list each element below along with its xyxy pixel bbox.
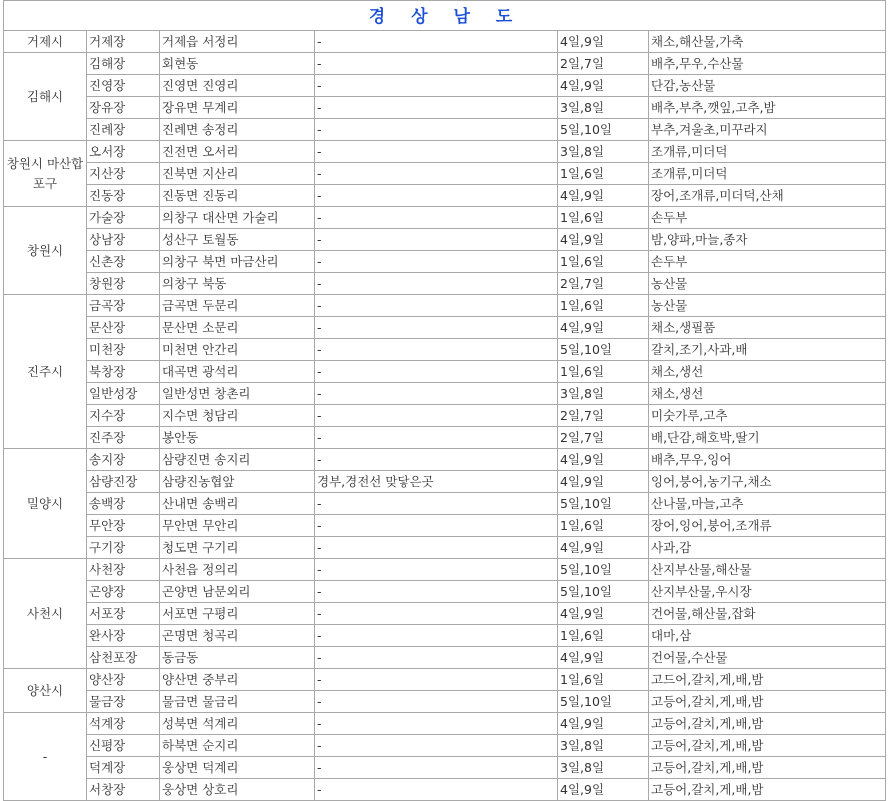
market-note-cell: - — [315, 405, 558, 427]
table-row — [4, 779, 886, 801]
market-items-cell: 장어,잉어,붕어,조개류 — [649, 515, 886, 537]
market-items-cell: 고등어,갈치,게,배,밤 — [649, 735, 886, 757]
market-name-cell: 지수장 — [87, 405, 160, 427]
market-note-cell: - — [315, 317, 558, 339]
market-days-cell: 4일,9일 — [558, 31, 649, 53]
market-items-cell: 산지부산물,해산물 — [649, 559, 886, 581]
region-cell: 사천시 — [4, 559, 87, 669]
region-cell: - — [4, 713, 87, 801]
market-note-cell: - — [315, 559, 558, 581]
market-note-cell: - — [315, 647, 558, 669]
market-address-cell: 곤양면 남문외리 — [160, 581, 315, 603]
market-name-cell: 진영장 — [87, 75, 160, 97]
market-name-cell: 석계장 — [87, 713, 160, 735]
market-days-cell: 3일,8일 — [558, 757, 649, 779]
market-note-cell: - — [315, 273, 558, 295]
market-days-cell: 2일,7일 — [558, 53, 649, 75]
market-address-cell: 사천읍 정의리 — [160, 559, 315, 581]
market-days-cell: 4일,9일 — [558, 75, 649, 97]
market-days-cell: 1일,6일 — [558, 295, 649, 317]
market-address-cell: 봉안동 — [160, 427, 315, 449]
table-row — [4, 427, 886, 449]
market-items-cell: 농산물 — [649, 295, 886, 317]
table-row — [4, 537, 886, 559]
market-name-cell: 물금장 — [87, 691, 160, 713]
market-address-cell: 곤명면 청곡리 — [160, 625, 315, 647]
market-items-cell: 고등어,갈치,게,배,밤 — [649, 757, 886, 779]
market-note-cell: - — [315, 361, 558, 383]
market-days-cell: 3일,8일 — [558, 735, 649, 757]
market-days-cell: 2일,7일 — [558, 427, 649, 449]
market-items-cell: 배추,부추,깻잎,고추,밤 — [649, 97, 886, 119]
table-row — [4, 647, 886, 669]
market-name-cell: 곤양장 — [87, 581, 160, 603]
market-items-cell: 조개류,미더덕 — [649, 163, 886, 185]
table-row — [4, 713, 886, 735]
market-days-cell: 5일,10일 — [558, 119, 649, 141]
market-address-cell: 웅상면 덕계리 — [160, 757, 315, 779]
market-items-cell: 건어물,해산물,잡화 — [649, 603, 886, 625]
market-note-cell: - — [315, 779, 558, 801]
market-address-cell: 산내면 송백리 — [160, 493, 315, 515]
market-items-cell: 채소,생선 — [649, 361, 886, 383]
market-note-cell: - — [315, 339, 558, 361]
market-address-cell: 청도면 구기리 — [160, 537, 315, 559]
market-name-cell: 상남장 — [87, 229, 160, 251]
market-days-cell: 5일,10일 — [558, 691, 649, 713]
table-row — [4, 317, 886, 339]
table-row — [4, 141, 886, 163]
market-note-cell: - — [315, 251, 558, 273]
market-address-cell: 성산구 토월동 — [160, 229, 315, 251]
market-name-cell: 삼천포장 — [87, 647, 160, 669]
market-items-cell: 갈치,조기,사과,배 — [649, 339, 886, 361]
market-address-cell: 문산면 소문리 — [160, 317, 315, 339]
market-name-cell: 양산장 — [87, 669, 160, 691]
market-name-cell: 진동장 — [87, 185, 160, 207]
market-address-cell: 하북면 순지리 — [160, 735, 315, 757]
market-items-cell: 조개류,미더덕 — [649, 141, 886, 163]
table-row — [4, 251, 886, 273]
market-items-cell: 건어물,수산물 — [649, 647, 886, 669]
market-items-cell: 밤,양파,마늘,종자 — [649, 229, 886, 251]
market-items-cell: 고등어,갈치,게,배,밤 — [649, 691, 886, 713]
market-name-cell: 완사장 — [87, 625, 160, 647]
market-days-cell: 2일,7일 — [558, 405, 649, 427]
market-note-cell: - — [315, 141, 558, 163]
table-row — [4, 75, 886, 97]
table-row — [4, 97, 886, 119]
market-note-cell: - — [315, 427, 558, 449]
market-note-cell: - — [315, 53, 558, 75]
market-address-cell: 진전면 오서리 — [160, 141, 315, 163]
table-row — [4, 207, 886, 229]
market-address-cell: 의창구 북동 — [160, 273, 315, 295]
market-days-cell: 1일,6일 — [558, 625, 649, 647]
market-address-cell: 장유면 무계리 — [160, 97, 315, 119]
market-items-cell: 부추,겨울초,미꾸라지 — [649, 119, 886, 141]
market-name-cell: 무안장 — [87, 515, 160, 537]
market-name-cell: 신평장 — [87, 735, 160, 757]
market-name-cell: 거제장 — [87, 31, 160, 53]
region-cell: 창원시 — [4, 207, 87, 295]
market-items-cell: 농산물 — [649, 273, 886, 295]
market-items-cell: 손두부 — [649, 251, 886, 273]
market-address-cell: 금곡면 두문리 — [160, 295, 315, 317]
market-name-cell: 미천장 — [87, 339, 160, 361]
table-row — [4, 361, 886, 383]
market-name-cell: 장유장 — [87, 97, 160, 119]
market-address-cell: 일반성면 창촌리 — [160, 383, 315, 405]
market-address-cell: 미천면 안간리 — [160, 339, 315, 361]
market-days-cell: 1일,6일 — [558, 669, 649, 691]
market-note-cell: 경부,경전선 맞닿은곳 — [315, 471, 558, 493]
market-table — [3, 0, 886, 801]
market-address-cell: 의창구 북면 마금산리 — [160, 251, 315, 273]
market-address-cell: 지수면 청담리 — [160, 405, 315, 427]
market-days-cell: 5일,10일 — [558, 581, 649, 603]
market-items-cell: 산나물,마늘,고추 — [649, 493, 886, 515]
market-days-cell: 4일,9일 — [558, 471, 649, 493]
market-items-cell: 대마,삼 — [649, 625, 886, 647]
market-address-cell: 성북면 석계리 — [160, 713, 315, 735]
region-cell: 밀양시 — [4, 449, 87, 559]
market-address-cell: 대곡면 광석리 — [160, 361, 315, 383]
market-items-cell: 배,단감,해호박,딸기 — [649, 427, 886, 449]
market-name-cell: 덕계장 — [87, 757, 160, 779]
market-days-cell: 3일,8일 — [558, 97, 649, 119]
region-cell: 창원시 마산합포구 — [4, 141, 87, 207]
market-note-cell: - — [315, 515, 558, 537]
market-note-cell: - — [315, 691, 558, 713]
table-row — [4, 119, 886, 141]
market-name-cell: 문산장 — [87, 317, 160, 339]
market-days-cell: 4일,9일 — [558, 779, 649, 801]
market-name-cell: 신촌장 — [87, 251, 160, 273]
table-row — [4, 405, 886, 427]
market-items-cell: 사과,감 — [649, 537, 886, 559]
market-address-cell: 거제읍 서정리 — [160, 31, 315, 53]
market-items-cell: 배추,무우,잉어 — [649, 449, 886, 471]
market-name-cell: 진례장 — [87, 119, 160, 141]
market-note-cell: - — [315, 75, 558, 97]
market-name-cell: 북창장 — [87, 361, 160, 383]
market-note-cell: - — [315, 537, 558, 559]
table-row — [4, 581, 886, 603]
market-days-cell: 1일,6일 — [558, 207, 649, 229]
market-items-cell: 고등어,갈치,게,배,밤 — [649, 779, 886, 801]
table-row — [4, 185, 886, 207]
market-address-cell: 서포면 구평리 — [160, 603, 315, 625]
table-row — [4, 515, 886, 537]
market-name-cell: 서포장 — [87, 603, 160, 625]
market-address-cell: 진례면 송정리 — [160, 119, 315, 141]
market-name-cell: 사천장 — [87, 559, 160, 581]
market-note-cell: - — [315, 625, 558, 647]
market-name-cell: 지산장 — [87, 163, 160, 185]
market-note-cell: - — [315, 295, 558, 317]
table-row — [4, 735, 886, 757]
market-note-cell: - — [315, 757, 558, 779]
market-note-cell: - — [315, 713, 558, 735]
table-row — [4, 163, 886, 185]
market-note-cell: - — [315, 581, 558, 603]
market-items-cell: 채소,해산물,가축 — [649, 31, 886, 53]
market-address-cell: 동금동 — [160, 647, 315, 669]
table-row — [4, 603, 886, 625]
table-row — [4, 559, 886, 581]
market-name-cell: 삼량진장 — [87, 471, 160, 493]
market-name-cell: 송백장 — [87, 493, 160, 515]
market-address-cell: 삼량진농협앞 — [160, 471, 315, 493]
market-name-cell: 진주장 — [87, 427, 160, 449]
market-address-cell: 웅상면 상호리 — [160, 779, 315, 801]
market-days-cell: 5일,10일 — [558, 493, 649, 515]
market-days-cell: 1일,6일 — [558, 163, 649, 185]
market-name-cell: 금곡장 — [87, 295, 160, 317]
market-note-cell: - — [315, 603, 558, 625]
market-items-cell: 채소,생필품 — [649, 317, 886, 339]
market-items-cell: 잉어,붕어,농기구,채소 — [649, 471, 886, 493]
region-cell: 양산시 — [4, 669, 87, 713]
table-row — [4, 229, 886, 251]
market-note-cell: - — [315, 229, 558, 251]
market-days-cell: 3일,8일 — [558, 383, 649, 405]
market-items-cell: 손두부 — [649, 207, 886, 229]
market-address-cell: 의창구 대산면 가술리 — [160, 207, 315, 229]
market-name-cell: 서창장 — [87, 779, 160, 801]
market-days-cell: 4일,9일 — [558, 603, 649, 625]
table-row — [4, 669, 886, 691]
region-cell: 김해시 — [4, 53, 87, 141]
market-days-cell: 5일,10일 — [558, 559, 649, 581]
market-note-cell: - — [315, 493, 558, 515]
market-days-cell: 2일,7일 — [558, 273, 649, 295]
table-row — [4, 273, 886, 295]
market-note-cell: - — [315, 449, 558, 471]
market-name-cell: 송지장 — [87, 449, 160, 471]
table-row — [4, 339, 886, 361]
market-note-cell: - — [315, 735, 558, 757]
table-row — [4, 757, 886, 779]
market-note-cell: - — [315, 383, 558, 405]
market-address-cell: 물금면 물금리 — [160, 691, 315, 713]
market-days-cell: 4일,9일 — [558, 185, 649, 207]
market-address-cell: 진북면 지산리 — [160, 163, 315, 185]
province-header-row — [4, 1, 886, 31]
market-name-cell: 창원장 — [87, 273, 160, 295]
table-row — [4, 31, 886, 53]
table-row — [4, 53, 886, 75]
market-days-cell: 5일,10일 — [558, 339, 649, 361]
market-days-cell: 4일,9일 — [558, 449, 649, 471]
market-note-cell: - — [315, 31, 558, 53]
table-row — [4, 625, 886, 647]
market-address-cell: 회현동 — [160, 53, 315, 75]
market-note-cell: - — [315, 119, 558, 141]
market-address-cell: 삼량진면 송지리 — [160, 449, 315, 471]
market-items-cell: 배추,무우,수산물 — [649, 53, 886, 75]
market-name-cell: 구기장 — [87, 537, 160, 559]
market-name-cell: 가술장 — [87, 207, 160, 229]
market-days-cell: 1일,6일 — [558, 361, 649, 383]
market-days-cell: 4일,9일 — [558, 647, 649, 669]
market-address-cell: 무안면 무안리 — [160, 515, 315, 537]
market-days-cell: 4일,9일 — [558, 713, 649, 735]
market-name-cell: 오서장 — [87, 141, 160, 163]
table-row — [4, 295, 886, 317]
market-days-cell: 4일,9일 — [558, 317, 649, 339]
table-row — [4, 493, 886, 515]
market-address-cell: 양산면 중부리 — [160, 669, 315, 691]
market-days-cell: 1일,6일 — [558, 515, 649, 537]
market-address-cell: 진영면 진영리 — [160, 75, 315, 97]
region-cell: 진주시 — [4, 295, 87, 449]
market-note-cell: - — [315, 207, 558, 229]
market-days-cell: 1일,6일 — [558, 251, 649, 273]
market-name-cell: 김해장 — [87, 53, 160, 75]
market-days-cell: 4일,9일 — [558, 537, 649, 559]
market-items-cell: 미숫가루,고추 — [649, 405, 886, 427]
table-row — [4, 383, 886, 405]
market-items-cell: 장어,조개류,미더덕,산채 — [649, 185, 886, 207]
market-items-cell: 고드어,갈치,게,배,밤 — [649, 669, 886, 691]
region-cell: 거제시 — [4, 31, 87, 53]
market-address-cell: 진동면 진동리 — [160, 185, 315, 207]
table-row — [4, 471, 886, 493]
market-name-cell: 일반성장 — [87, 383, 160, 405]
table-row — [4, 691, 886, 713]
table-row — [4, 449, 886, 471]
province-title: 경 상 남 도 — [4, 1, 886, 31]
market-items-cell: 채소,생선 — [649, 383, 886, 405]
market-note-cell: - — [315, 97, 558, 119]
market-items-cell: 산지부산물,우시장 — [649, 581, 886, 603]
market-days-cell: 4일,9일 — [558, 229, 649, 251]
market-note-cell: - — [315, 163, 558, 185]
market-note-cell: - — [315, 185, 558, 207]
market-items-cell: 단감,농산물 — [649, 75, 886, 97]
market-note-cell: - — [315, 669, 558, 691]
market-days-cell: 3일,8일 — [558, 141, 649, 163]
market-items-cell: 고등어,갈치,게,배,밤 — [649, 713, 886, 735]
